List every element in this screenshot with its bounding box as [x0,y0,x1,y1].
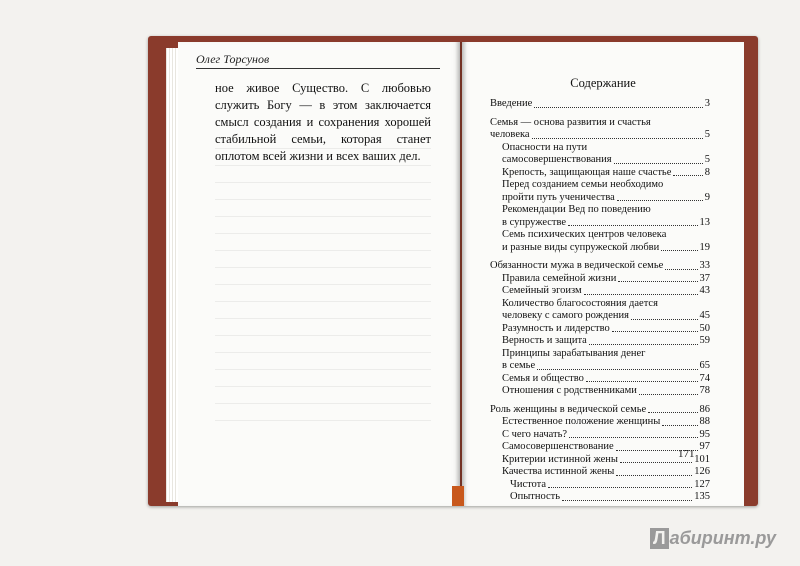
toc-leader-dots [665,269,697,270]
toc-page-number: 78 [699,385,710,396]
toc-entry [490,167,710,180]
running-head: Олег Торсунов [196,52,270,66]
toc-entry [490,229,710,254]
toc-leader-dots [589,344,698,345]
toc-entry-title: Самосовершенствование [502,441,614,452]
toc-leader-dots [662,425,697,426]
toc-page-number: 37 [699,272,710,284]
toc-entry-continuation: самосовершенствования [502,154,612,165]
toc-entry [490,204,710,229]
bookmark-ribbon [452,486,464,506]
toc-entry [490,273,710,286]
show-through-text [215,148,431,428]
toc-leader-dots [616,475,692,476]
toc-entry [490,466,710,479]
toc-leader-dots [661,250,697,251]
toc-page-number: 50 [699,322,710,334]
toc-entry [490,142,710,167]
toc-entry-title: Правила семейной жизни [502,272,617,284]
toc-entry-title: Перед созданием семьи необходимо [502,179,664,190]
toc-entry-title: Естественное положение женщины [502,416,661,427]
toc-leader-dots [586,381,698,382]
toc-page-number: 59 [699,335,710,346]
toc-entry [490,260,710,273]
toc-page-number: 127 [694,478,710,490]
toc-page-number: 97 [699,441,710,452]
toc-entry [490,479,710,492]
toc-page-number: 19 [699,241,710,253]
toc-entry-title: Чистота [510,478,547,490]
toc-page-number: 5 [704,154,710,165]
toc-entry-title: Разумность и лидерство [502,322,610,334]
toc-entry-title: Введение [490,98,533,109]
toc-entry [490,385,710,398]
toc-entry-title: Опасности на пути [502,141,588,153]
toc-page-number: 33 [699,260,710,271]
toc-section [490,117,710,255]
toc-page-number: 3 [704,98,710,109]
toc-leader-dots [648,412,697,413]
toc-entry-title: Принципы зарабатывания денег [502,347,646,359]
toc-entry-title: Рекомендации Вед по поведению [502,204,651,215]
toc-leader-dots [569,437,697,438]
toc-page-number: 88 [699,416,710,427]
toc-entry-title: Роль женщины в ведической семье [490,403,647,415]
toc-entry-title: Качества истинной жены [502,466,615,477]
logo-mark: Л [650,528,669,549]
toc-leader-dots [532,138,703,139]
toc-entry [490,373,710,386]
toc-entry-title: С чего начать? [502,428,568,440]
spine-shadow [455,42,467,506]
toc-entry [490,298,710,323]
toc-entry [490,285,710,298]
toc-page-number: 101 [694,453,710,465]
toc-page-number: 135 [694,491,710,502]
toc-entry [490,441,710,454]
toc-entry-continuation: человеку с самого рождения [502,310,629,321]
toc-entry-title: Крепость, защищающая наше счастье [502,166,672,178]
toc-entry-title: Количество благосостояния дается [502,297,658,309]
toc-entry [490,323,710,336]
toc-entry [490,491,710,504]
toc-page-number: 65 [699,360,710,371]
toc-leader-dots [568,225,697,226]
toc-leader-dots [673,175,702,176]
toc-page-number: 5 [704,129,710,140]
toc-entry-continuation: в супружестве [502,216,567,228]
toc-leader-dots [614,163,703,164]
toc-section [490,98,710,111]
toc-entry [490,429,710,442]
running-head-rule [196,68,440,69]
toc-entry-continuation: в семье [502,360,536,371]
toc-entry [490,98,710,111]
toc-page-number: 86 [699,403,710,415]
toc-page-number: 13 [699,216,710,228]
toc-page-number: 9 [704,191,710,203]
toc-entry-title: Семейный эгоизм [502,285,582,296]
toc-leader-dots [631,319,698,320]
toc-leader-dots [618,281,697,282]
toc-section [490,260,710,398]
toc-entry [490,454,710,467]
labirint-watermark-logo [650,528,776,549]
toc-entry-continuation: и разные виды супружеской любви [502,241,660,253]
toc-page-number: 126 [694,466,710,477]
toc-entry-title: Отношения с родственниками [502,385,637,396]
toc-entry [490,117,710,142]
toc-page-number: 8 [704,166,710,178]
toc-page-number: 45 [699,310,710,321]
toc-entry-continuation: пройти путь ученичества [502,191,615,203]
toc-leader-dots [639,394,698,395]
toc-leader-dots [620,462,692,463]
table-of-contents [490,98,710,510]
toc-page-number: 95 [699,428,710,440]
toc-entry [490,404,710,417]
toc-leader-dots [584,294,698,295]
toc-leader-dots [537,369,697,370]
toc-entry-title: Семь психических центров человека [502,229,667,240]
toc-title: Содержание [570,76,636,90]
toc-entry [490,416,710,429]
toc-entry-continuation: человека [490,129,530,140]
toc-leader-dots [548,487,692,488]
toc-entry [490,179,710,204]
toc-section [490,404,710,504]
page-number: 171 [678,448,695,460]
toc-entry-title: Верность и защита [502,335,587,346]
toc-page-number: 43 [699,285,710,296]
toc-leader-dots [617,200,703,201]
body-text: ное живое Существо. С любовью служить Богу — в этом заключается смысл создания и сохранения хорошей стабильной семьи, которая станет оплотом всей жизни и всех ваших дел. [215,81,431,163]
toc-page-number: 74 [699,372,710,384]
toc-entry-title: Опытность [510,491,561,502]
toc-entry-title: Семья — основа развития и счастья [490,116,651,128]
toc-entry [490,335,710,348]
toc-entry-title: Семья и общество [502,372,584,384]
toc-leader-dots [562,500,692,501]
toc-entry [490,348,710,373]
toc-leader-dots [612,331,698,332]
toc-entry-title: Критерии истинной жены [502,453,618,465]
toc-entry-title: Обязанности мужа в ведической семье [490,260,664,271]
toc-leader-dots [534,107,702,108]
logo-text: абиринт.ру [669,528,776,548]
